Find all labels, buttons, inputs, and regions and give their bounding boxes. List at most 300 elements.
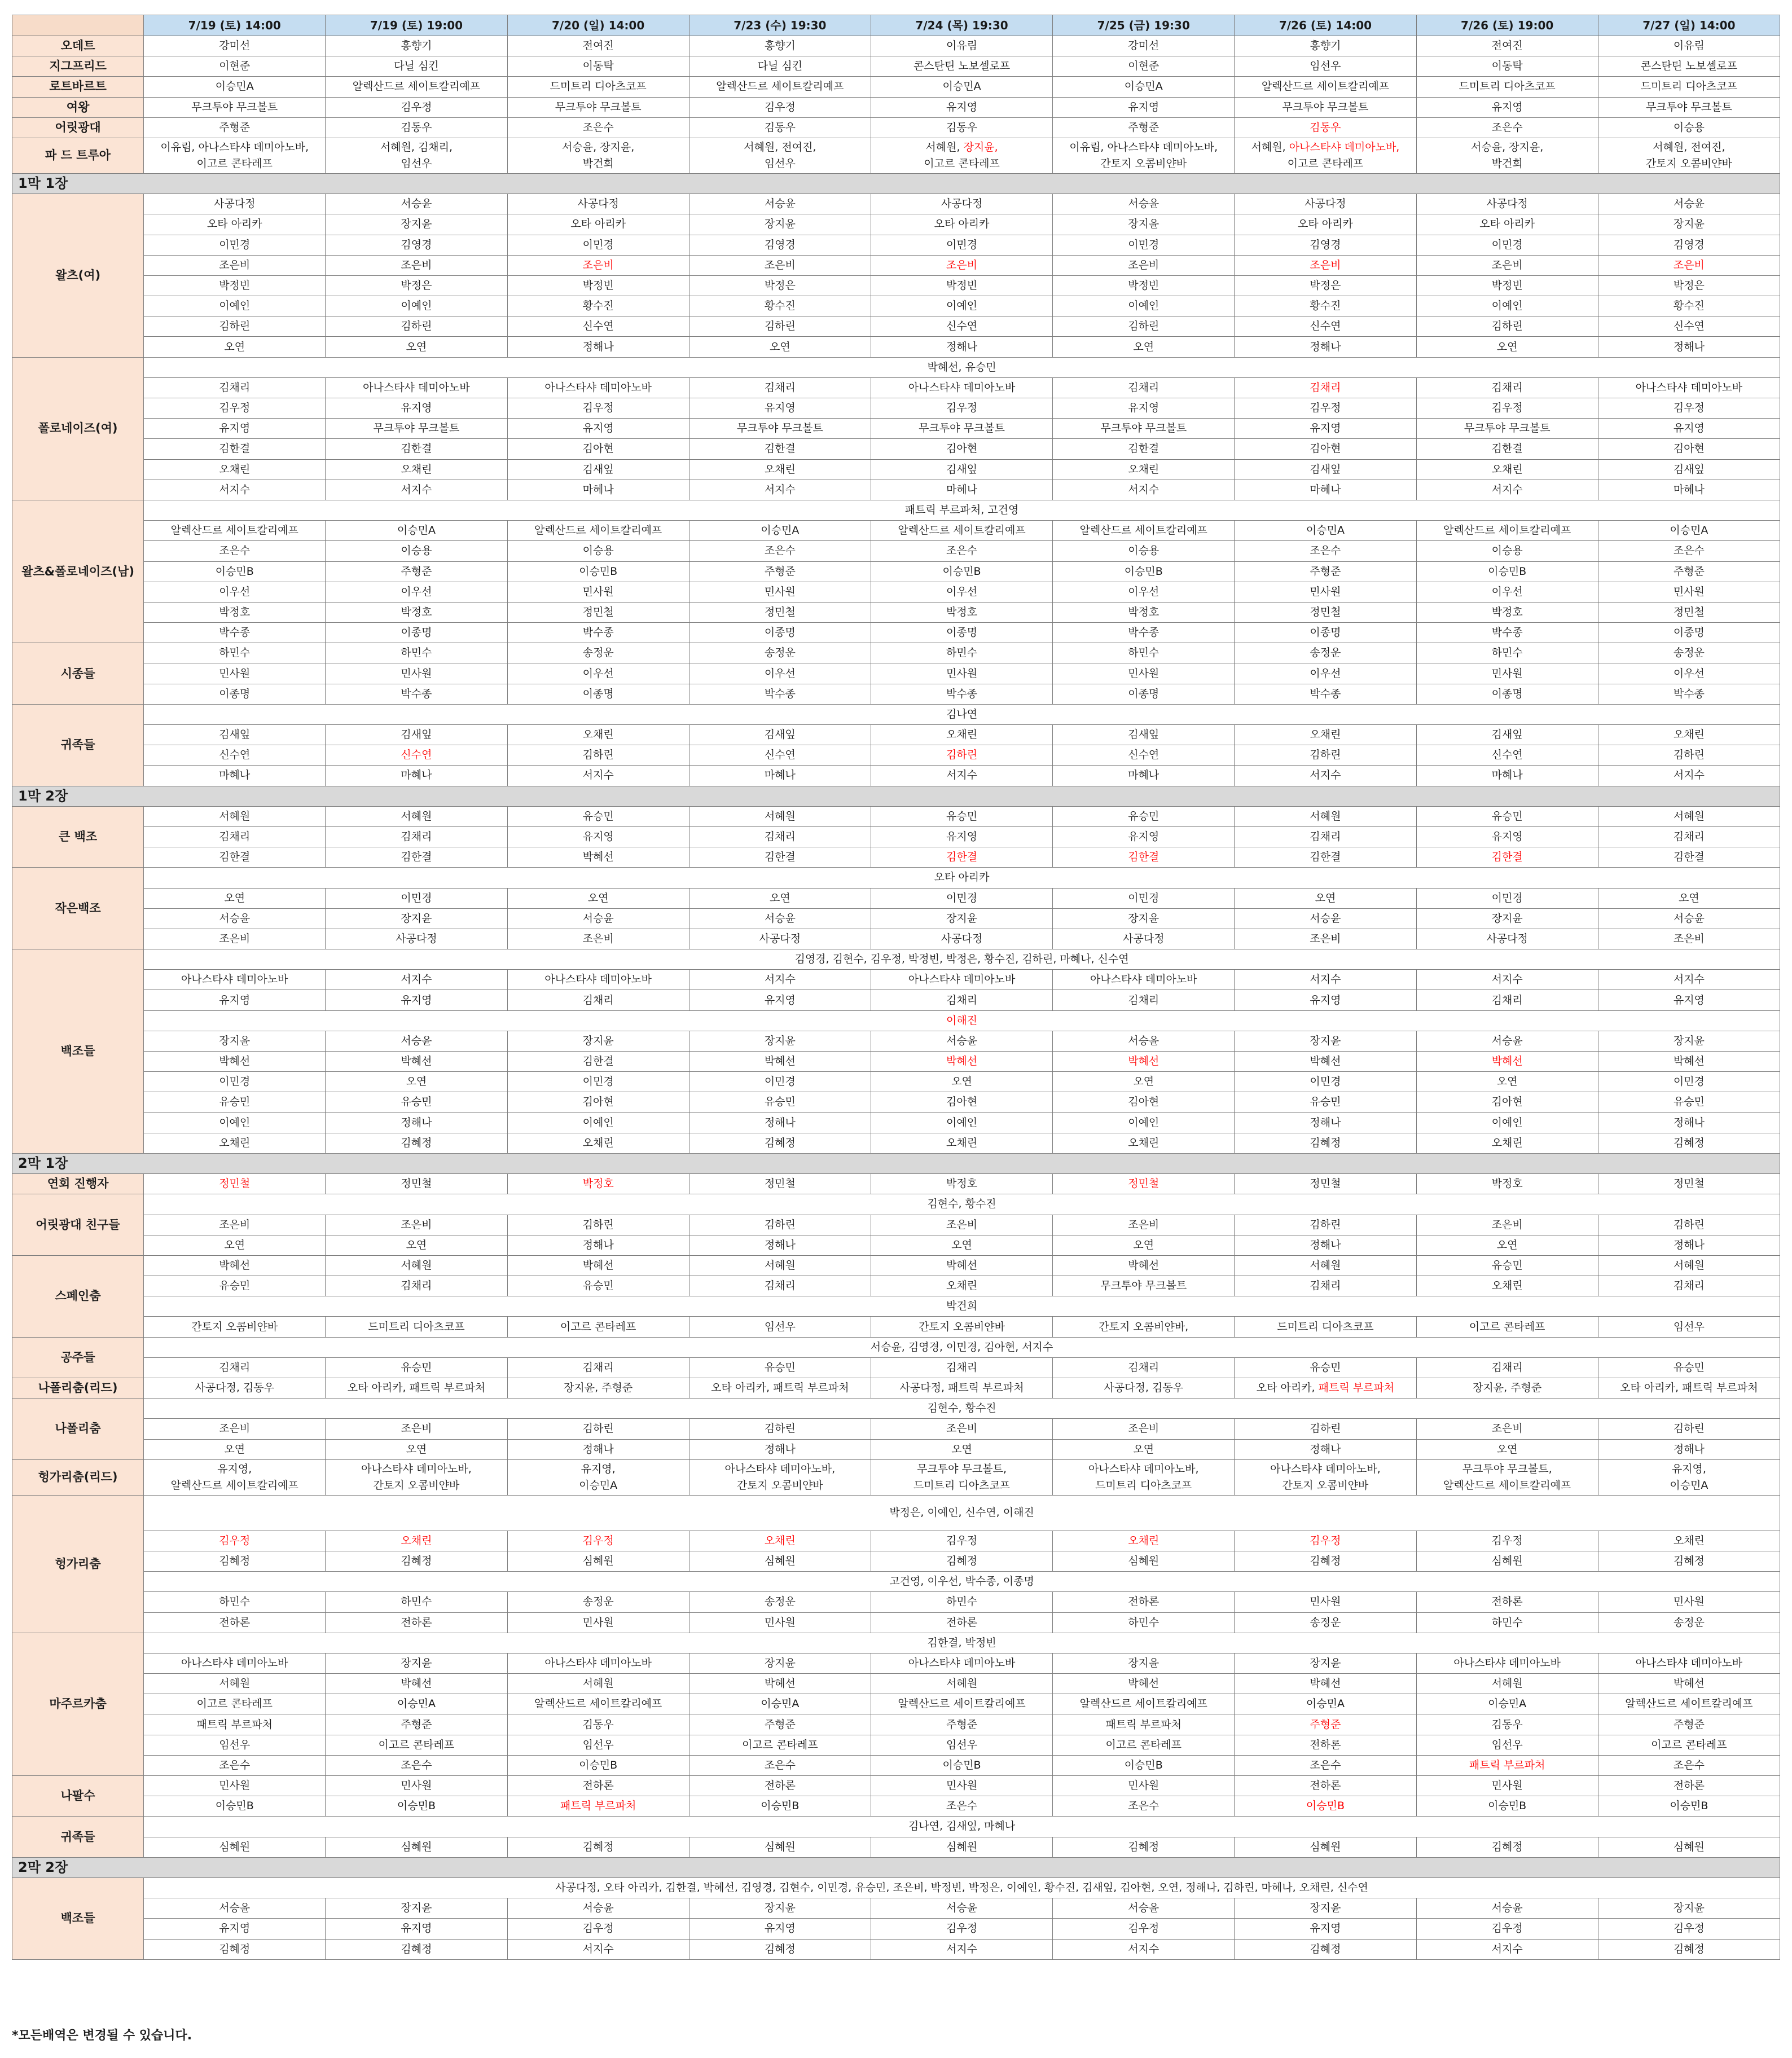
cast-cell: 김하린 <box>1235 1215 1416 1235</box>
cast-cell: 황수진 <box>1235 296 1416 316</box>
role-label: 지그프리드 <box>12 56 144 77</box>
cast-cell: 유지영 <box>1235 1919 1416 1939</box>
cast-name: 아나스타샤 데미아노바, <box>1289 140 1400 153</box>
cast-cell: 서혜원 <box>144 806 326 826</box>
cast-cell: 오채린 <box>326 459 507 480</box>
cast-cell: 아나스타샤 데미아노바 <box>871 377 1052 398</box>
cast-cell: 김채리 <box>326 826 507 847</box>
cast-row <box>12 826 1780 847</box>
cast-cell: 서승윤 <box>144 1898 326 1919</box>
cast-row <box>12 1817 1780 1837</box>
shared-cast-cell: 김현수, 황수진 <box>144 1399 1780 1419</box>
cast-cell: 무크투야 무크볼트 <box>144 97 326 117</box>
cast-cell: 오연 <box>326 337 507 357</box>
cast-cell: 오연 <box>326 1439 507 1459</box>
cast-row <box>12 1551 1780 1571</box>
cast-cell: 박정은 <box>326 275 507 296</box>
cast-cell: 박수종 <box>326 684 507 704</box>
shared-cast-cell: 박건희 <box>144 1296 1780 1317</box>
cast-cell: 오채린 <box>1416 459 1598 480</box>
cast-cell: 오연 <box>144 1235 326 1255</box>
cast-cell: 박수종 <box>507 623 689 643</box>
cast-cell: 이우선 <box>1598 663 1780 684</box>
cast-cell: 전하론 <box>326 1612 507 1633</box>
cast-cell <box>689 1459 871 1495</box>
cast-cell: 김우정 <box>1235 1531 1416 1551</box>
cast-cell: 장지윤 <box>144 1031 326 1051</box>
cast-name: 아나스타샤 데미아노바, <box>724 1462 836 1475</box>
cast-name: 박건희 <box>1491 157 1523 170</box>
cast-cell: 정해나 <box>326 1112 507 1133</box>
cast-cell: 이고르 콘타레프 <box>507 1317 689 1337</box>
cast-cell: 장지윤 <box>326 1898 507 1919</box>
cast-cell: 김채리 <box>144 826 326 847</box>
cast-cell: 송정운 <box>507 1592 689 1612</box>
cast-cell: 이예인 <box>507 1112 689 1133</box>
cast-row <box>12 1633 1780 1653</box>
cast-cell: 조은비 <box>1053 255 1235 275</box>
cast-cell: 황수진 <box>507 296 689 316</box>
act-section-row <box>12 786 1780 806</box>
cast-cell: 정민철 <box>1053 1174 1235 1194</box>
cast-cell: 주형준 <box>144 117 326 138</box>
cast-cell: 김한결 <box>1235 847 1416 868</box>
cast-cell: 유지영 <box>507 826 689 847</box>
cast-cell: 김한결 <box>1598 847 1780 868</box>
cast-cell: 김한결 <box>1053 439 1235 459</box>
cast-cell: 장지윤 <box>689 1031 871 1051</box>
cast-cell: 서승윤 <box>689 194 871 214</box>
cast-cell: 무크투야 무크볼트 <box>1416 419 1598 439</box>
cast-cell: 오채린 <box>1235 725 1416 745</box>
cast-cell: 김혜정 <box>689 1133 871 1153</box>
cast-cell: 이고르 콘타레프 <box>1416 1317 1598 1337</box>
date-header: 7/23 (수) 19:30 <box>689 15 871 36</box>
cast-row <box>12 275 1780 296</box>
cast-cell: 김새잎 <box>507 459 689 480</box>
cast-cell: 이민경 <box>1416 235 1598 255</box>
cast-cell: 이승민B <box>326 1796 507 1817</box>
cast-cell: 오연 <box>326 1072 507 1092</box>
shared-cast-cell: 패트릭 부르파처, 고건영 <box>144 500 1780 520</box>
cast-row <box>12 1092 1780 1112</box>
cast-cell: 조은비 <box>871 255 1052 275</box>
cast-cell: 오타 아리카 <box>507 214 689 235</box>
shared-cast-cell: 사공다정, 오타 아리카, 김한결, 박혜선, 김영경, 김현수, 이민경, 유승민, 조은비, 박정빈, 박정은, 이예인, 황수진, 김새잎, 김아현, 오연, 정해나, 김하린, 마혜나, 오채린, 신수연 <box>144 1877 1780 1898</box>
cast-cell: 이승민A <box>871 77 1052 97</box>
cast-cell: 아나스타샤 데미아노바 <box>1416 1653 1598 1673</box>
cast-cell: 사공다정 <box>1053 929 1235 949</box>
cast-row <box>12 1674 1780 1694</box>
cast-cell: 이우선 <box>1416 582 1598 602</box>
cast-cell: 김우정 <box>1053 1919 1235 1939</box>
cast-cell: 장지윤 <box>326 908 507 929</box>
cast-cell: 송정운 <box>1598 1612 1780 1633</box>
cast-cell: 오채린 <box>144 459 326 480</box>
cast-row <box>12 500 1780 520</box>
cast-name: 유지영, <box>581 1462 616 1475</box>
cast-cell <box>689 138 871 173</box>
act-section-row <box>12 173 1780 194</box>
cast-cell: 유승민 <box>1235 1357 1416 1378</box>
shared-cast-cell: 박정은, 이예인, 신수연, 이해진 <box>144 1495 1780 1531</box>
act-section-title: 1막 2장 <box>12 786 1780 806</box>
cast-cell: 신수연 <box>689 745 871 766</box>
cast-cell: 장지윤 <box>1598 1898 1780 1919</box>
cast-cell <box>326 138 507 173</box>
cast-cell: 김하린 <box>1416 316 1598 337</box>
cast-cell: 이승민B <box>144 561 326 582</box>
cast-cell: 이고르 콘타레프 <box>1053 1735 1235 1755</box>
cast-name: 유지영, <box>217 1462 252 1475</box>
cast-cell: 이민경 <box>1053 235 1235 255</box>
cast-cell: 김혜정 <box>326 1133 507 1153</box>
cast-row <box>12 214 1780 235</box>
cast-cell: 이승민A <box>1598 521 1780 541</box>
cast-row <box>12 1276 1780 1296</box>
cast-row <box>12 1010 1780 1031</box>
cast-cell: 김새잎 <box>871 459 1052 480</box>
shared-cast-cell: 김한결, 박정빈 <box>144 1633 1780 1653</box>
cast-cell: 박정은 <box>1235 275 1416 296</box>
cast-row <box>12 1399 1780 1419</box>
cast-cell: 조은비 <box>326 1215 507 1235</box>
cast-cell: 민사원 <box>1053 663 1235 684</box>
cast-cell: 무크투야 무크볼트 <box>326 419 507 439</box>
cast-cell: 알렉산드르 세이트칼리예프 <box>1598 1694 1780 1714</box>
cast-cell: 서승윤 <box>1416 1898 1598 1919</box>
cast-cell: 김우정 <box>871 1531 1052 1551</box>
cast-cell: 알렉산드르 세이트칼리예프 <box>871 521 1052 541</box>
cast-name: 이승민A <box>1670 1479 1708 1492</box>
cast-cell: 아나스타샤 데미아노바 <box>507 1653 689 1673</box>
cast-name: 오타 아리카, 패트릭 부르파처 <box>347 1382 486 1395</box>
cast-cell: 김채리 <box>1053 377 1235 398</box>
cast-cell: 조은수 <box>1235 1755 1416 1775</box>
cast-row <box>12 663 1780 684</box>
cast-cell: 이승민B <box>871 561 1052 582</box>
cast-cell <box>1053 1378 1235 1399</box>
cast-cell: 아나스타샤 데미아노바 <box>871 970 1052 990</box>
role-label: 왈츠(여) <box>12 194 144 358</box>
cast-cell: 김채리 <box>1416 377 1598 398</box>
cast-cell: 이예인 <box>326 296 507 316</box>
cast-row <box>12 561 1780 582</box>
cast-cell: 주형준 <box>1053 117 1235 138</box>
cast-cell: 유지영 <box>326 1919 507 1939</box>
cast-cell: 김동우 <box>1416 1714 1598 1735</box>
cast-cell: 오채린 <box>1598 725 1780 745</box>
cast-cell: 김우정 <box>507 398 689 419</box>
cast-name: 서승윤, 장지윤, <box>562 140 635 153</box>
cast-cell: 김한결 <box>1416 439 1598 459</box>
cast-cell: 김우정 <box>144 1531 326 1551</box>
cast-cell: 김동우 <box>689 117 871 138</box>
cast-cell: 사공다정 <box>507 194 689 214</box>
role-label: 나폴리춤(리드) <box>12 1378 144 1399</box>
cast-cell: 오연 <box>689 888 871 908</box>
cast-cell: 하민수 <box>326 643 507 663</box>
cast-cell <box>871 1459 1052 1495</box>
cast-cell: 박수종 <box>1053 623 1235 643</box>
cast-cell: 오연 <box>1053 1439 1235 1459</box>
cast-cell: 마혜나 <box>507 480 689 500</box>
cast-cell: 알렉산드르 세이트칼리예프 <box>507 521 689 541</box>
cast-cell: 송정운 <box>689 1592 871 1612</box>
cast-cell: 이동탁 <box>1416 56 1598 77</box>
cast-cell: 민사원 <box>326 663 507 684</box>
cast-cell: 정해나 <box>871 337 1052 357</box>
cast-cell: 다닐 심킨 <box>689 56 871 77</box>
cast-cell <box>1598 138 1780 173</box>
cast-cell: 오타 아리카 <box>144 214 326 235</box>
cast-name: 이승민A <box>579 1479 618 1492</box>
cast-cell: 박정호 <box>1416 1174 1598 1194</box>
cast-name: 아나스타샤 데미아노바, <box>1270 1462 1381 1475</box>
footer-note: *모든배역은 변경될 수 있습니다. <box>12 2029 192 2043</box>
cast-cell: 유지영 <box>1598 990 1780 1010</box>
cast-cell: 강미선 <box>1053 36 1235 56</box>
cast-cell: 유지영 <box>689 1919 871 1939</box>
cast-cell: 김하린 <box>689 1215 871 1235</box>
cast-cell: 김한결 <box>1416 847 1598 868</box>
cast-name: 이고르 콘타레프 <box>196 157 273 170</box>
role-label: 파 드 트루아 <box>12 138 144 173</box>
cast-row <box>12 582 1780 602</box>
cast-cell: 홍향기 <box>1235 36 1416 56</box>
cast-name: 간토지 오콤비얀바 <box>736 1479 823 1492</box>
cast-row <box>12 725 1780 745</box>
cast-cell: 서승윤 <box>1053 1031 1235 1051</box>
cast-cell: 오채린 <box>689 459 871 480</box>
cast-cell: 오채린 <box>1053 459 1235 480</box>
cast-row <box>12 704 1780 724</box>
cast-cell: 조은비 <box>1235 255 1416 275</box>
cast-row <box>12 1419 1780 1439</box>
cast-cell: 조은비 <box>1598 929 1780 949</box>
cast-cell: 민사원 <box>689 582 871 602</box>
cast-cell: 오채린 <box>1598 1531 1780 1551</box>
cast-cell: 하민수 <box>1416 643 1598 663</box>
cast-cell: 오연 <box>871 1235 1052 1255</box>
cast-cell: 김한결 <box>326 439 507 459</box>
cast-cell: 오채린 <box>507 1133 689 1153</box>
cast-row <box>12 316 1780 337</box>
cast-row <box>12 77 1780 97</box>
cast-cell: 이예인 <box>1053 296 1235 316</box>
cast-cell: 조은비 <box>1053 1419 1235 1439</box>
cast-name: 사공다정, 김동우 <box>195 1382 275 1395</box>
cast-cell: 이종명 <box>689 623 871 643</box>
cast-row <box>12 623 1780 643</box>
cast-row <box>12 377 1780 398</box>
cast-row <box>12 1357 1780 1378</box>
role-label: 오데트 <box>12 36 144 56</box>
cast-cell: 드미트리 디아츠코프 <box>1416 77 1598 97</box>
cast-cell: 김한결 <box>689 847 871 868</box>
cast-cell: 콘스탄틴 노보셀로프 <box>871 56 1052 77</box>
cast-cell: 민사원 <box>1598 1592 1780 1612</box>
cast-cell <box>1053 1459 1235 1495</box>
cast-cell: 박정호 <box>144 602 326 622</box>
date-header: 7/20 (일) 14:00 <box>507 15 689 36</box>
cast-cell: 이고르 콘타레프 <box>326 1735 507 1755</box>
cast-cell: 서혜원 <box>1598 1255 1780 1276</box>
cast-cell: 박혜선 <box>1053 1674 1235 1694</box>
cast-cell: 신수연 <box>871 316 1052 337</box>
cast-cell: 장지윤 <box>1598 1031 1780 1051</box>
cast-cell: 하민수 <box>144 643 326 663</box>
role-label: 마주르카춤 <box>12 1633 144 1775</box>
cast-cell: 서승윤 <box>1598 908 1780 929</box>
cast-cell: 서승윤 <box>1053 194 1235 214</box>
cast-cell: 정민철 <box>1235 602 1416 622</box>
cast-cell: 박혜선 <box>507 847 689 868</box>
cast-cell: 이승민B <box>871 1755 1052 1775</box>
cast-row <box>12 970 1780 990</box>
cast-row <box>12 419 1780 439</box>
cast-cell: 조은비 <box>1053 1215 1235 1235</box>
shared-cast-cell: 이해진 <box>144 1010 1780 1031</box>
cast-cell: 이승민B <box>507 561 689 582</box>
cast-cell: 김우정 <box>326 97 507 117</box>
cast-cell: 드미트리 디아츠코프 <box>507 77 689 97</box>
cast-cell: 정해나 <box>1235 337 1416 357</box>
cast-cell: 조은수 <box>1235 541 1416 561</box>
cast-cell: 사공다정 <box>144 194 326 214</box>
cast-name: 무크투야 무크볼트, <box>1462 1462 1552 1475</box>
cast-cell: 조은비 <box>1416 255 1598 275</box>
cast-cell: 무크투야 무크볼트 <box>1598 97 1780 117</box>
header-corner <box>12 15 144 36</box>
cast-cell: 이우선 <box>1235 663 1416 684</box>
cast-cell <box>326 1378 507 1399</box>
cast-row <box>12 1877 1780 1898</box>
cast-cell: 주형준 <box>1235 1714 1416 1735</box>
cast-cell: 오채린 <box>1053 1133 1235 1153</box>
cast-cell: 김하린 <box>1235 745 1416 766</box>
cast-cell: 유지영 <box>326 398 507 419</box>
cast-cell: 오연 <box>1416 1439 1598 1459</box>
cast-cell: 조은비 <box>1235 929 1416 949</box>
cast-cell: 민사원 <box>1053 1776 1235 1796</box>
cast-cell: 유지영 <box>689 990 871 1010</box>
cast-cell: 무크투야 무크볼트 <box>507 97 689 117</box>
cast-name: 아나스타샤 데미아노바, <box>361 1462 472 1475</box>
cast-cell: 김혜정 <box>1598 1133 1780 1153</box>
role-label: 스페인춤 <box>12 1255 144 1337</box>
cast-cell: 심혜원 <box>326 1837 507 1857</box>
cast-cell: 하민수 <box>871 643 1052 663</box>
cast-cell: 장지윤 <box>689 214 871 235</box>
cast-cell: 김채리 <box>871 990 1052 1010</box>
cast-cell: 전하론 <box>507 1776 689 1796</box>
cast-cell: 장지윤 <box>1053 908 1235 929</box>
cast-cell: 이우선 <box>689 663 871 684</box>
cast-cell: 박정빈 <box>1053 275 1235 296</box>
date-header: 7/27 (일) 14:00 <box>1598 15 1780 36</box>
cast-name: 간토지 오콤비얀바 <box>1100 157 1187 170</box>
cast-cell: 이승민A <box>326 521 507 541</box>
date-header: 7/19 (토) 19:00 <box>326 15 507 36</box>
cast-cell: 이우선 <box>144 582 326 602</box>
cast-cell: 오연 <box>871 1072 1052 1092</box>
cast-cell: 김하린 <box>507 1215 689 1235</box>
cast-cell: 전하론 <box>1053 1592 1235 1612</box>
cast-cell: 박수종 <box>689 684 871 704</box>
cast-row <box>12 521 1780 541</box>
cast-cell: 박수종 <box>1598 684 1780 704</box>
cast-cell: 정민철 <box>689 602 871 622</box>
cast-row <box>12 908 1780 929</box>
cast-cell: 유승민 <box>1598 1357 1780 1378</box>
cast-cell: 서지수 <box>1598 970 1780 990</box>
cast-cell: 유지영 <box>1235 419 1416 439</box>
cast-cell: 오연 <box>1598 888 1780 908</box>
cast-cell: 아나스타샤 데미아노바 <box>1598 1653 1780 1673</box>
cast-name: 박건희 <box>582 157 614 170</box>
cast-cell: 김채리 <box>689 826 871 847</box>
cast-cell: 드미트리 디아츠코프 <box>1235 1317 1416 1337</box>
cast-cell: 무크투야 무크볼트 <box>1235 97 1416 117</box>
cast-cell: 사공다정 <box>1416 194 1598 214</box>
cast-cell: 조은비 <box>1416 1215 1598 1235</box>
cast-cell: 김우정 <box>871 1919 1052 1939</box>
cast-cell: 조은비 <box>326 255 507 275</box>
cast-cell: 무크투야 무크볼트 <box>1053 419 1235 439</box>
cast-cell: 심혜원 <box>871 1837 1052 1857</box>
cast-cell: 오연 <box>507 888 689 908</box>
cast-cell: 서승윤 <box>871 1898 1052 1919</box>
cast-cell: 간토지 오콤비얀바, <box>1053 1317 1235 1337</box>
date-header-row <box>12 15 1780 36</box>
cast-cell: 이승민A <box>1416 1694 1598 1714</box>
cast-cell: 민사원 <box>144 663 326 684</box>
cast-cell: 조은수 <box>1053 1796 1235 1817</box>
cast-name: 임선우 <box>401 157 432 170</box>
cast-cell: 김혜정 <box>1235 1939 1416 1959</box>
cast-name: 오타 아리카, 패트릭 부르파처 <box>1620 1382 1758 1395</box>
cast-cell: 서승윤 <box>1053 1898 1235 1919</box>
cast-cell: 김아현 <box>1053 1092 1235 1112</box>
cast-cell: 김우정 <box>871 398 1052 419</box>
cast-cell: 장지윤 <box>326 1653 507 1673</box>
cast-cell: 김채리 <box>1053 1357 1235 1378</box>
cast-name: 서혜원, <box>925 140 964 153</box>
cast-cell: 김우정 <box>689 97 871 117</box>
cast-cell: 박혜선 <box>144 1255 326 1276</box>
cast-cell: 서승윤 <box>1598 194 1780 214</box>
cast-cell: 박혜선 <box>871 1052 1052 1072</box>
shared-cast-cell: 오타 아리카 <box>144 868 1780 888</box>
cast-row <box>12 1898 1780 1919</box>
cast-row <box>12 684 1780 704</box>
cast-cell: 민사원 <box>871 663 1052 684</box>
cast-cell: 오채린 <box>1416 1276 1598 1296</box>
role-label: 백조들 <box>12 1877 144 1959</box>
cast-cell: 송정운 <box>689 643 871 663</box>
cast-cell: 김혜정 <box>1053 1837 1235 1857</box>
role-label: 헝가리춤(리드) <box>12 1459 144 1495</box>
cast-row <box>12 97 1780 117</box>
cast-cell: 김채리 <box>689 377 871 398</box>
date-header: 7/24 (목) 19:30 <box>871 15 1052 36</box>
cast-row <box>12 1031 1780 1051</box>
role-label: 로트바르트 <box>12 77 144 97</box>
cast-row <box>12 1174 1780 1194</box>
cast-cell: 전하론 <box>689 1776 871 1796</box>
cast-cell: 김채리 <box>1235 826 1416 847</box>
